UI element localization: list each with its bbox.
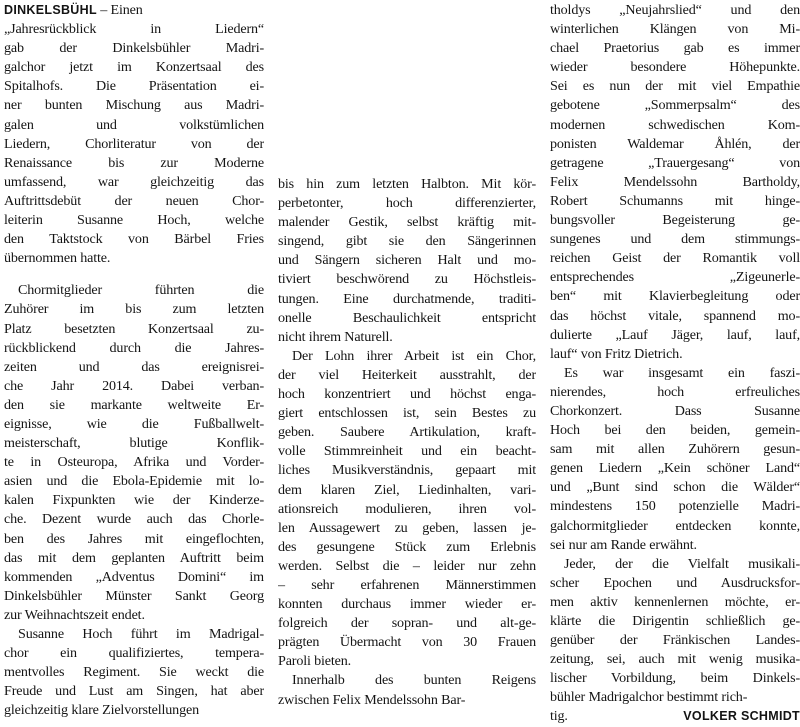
text-line: liches Musikverständnis, gepaart mit <box>278 462 536 479</box>
dateline: DINKELSBÜHL <box>4 3 97 17</box>
first-line-text: – Einen <box>96 2 143 18</box>
paragraph <box>278 175 536 347</box>
paragraph <box>278 671 536 709</box>
paragraph <box>4 625 264 720</box>
text-line: und Sängern sicheren Halt und mo- <box>278 252 536 269</box>
paragraph <box>550 364 800 555</box>
text-line: des gesungene Stück zum Erlebnis <box>278 538 536 555</box>
text-line: nicht ihrem Naturell. <box>278 328 393 345</box>
text-line: Freude und Lust am Singen, hat aber <box>4 683 264 700</box>
article-column-3 <box>550 1 800 727</box>
text-line: und „Bunt sind schon die Wälder“ <box>550 479 800 496</box>
text-line: wieder besondere Höhepunkte. <box>550 59 800 76</box>
text-line: folgreich der sopran- und alt-ge- <box>278 615 536 632</box>
text-line: tholdys „Neujahrslied“ und den <box>550 2 800 18</box>
text-line: Platz besetzten Konzertsaal zu- <box>4 320 264 337</box>
text-line: werden. Selbst die – leider nur zehn <box>278 557 536 574</box>
paragraph <box>4 281 264 625</box>
text-line: perbetonter, hoch differenzierter, <box>278 195 536 212</box>
text-line: malender Gestik, selbst kräftig mit- <box>278 214 536 231</box>
text-line: ben“ mit Klavierbegleitung oder <box>550 288 800 305</box>
text-line: zwischen Felix Mendelssohn Bar- <box>278 691 466 708</box>
text-line: winterlichen Klängen von Mi- <box>550 21 800 38</box>
text-line: che Jahr 2014. Dabei verban- <box>4 377 264 394</box>
text-line: dem klaren Ziel, Liedinhalten, vari- <box>278 481 536 498</box>
text-line: Es war insgesamt ein faszi- <box>564 364 800 381</box>
text-line: ner bunten Mischung aus Madri- <box>4 97 264 114</box>
text-line: sam mit allen Zuhörern gesun- <box>550 441 800 458</box>
text-line: Dinkelsbühler Münster Sankt Georg <box>4 587 264 604</box>
text-line: onelle Beschaulichkeit entspricht <box>278 309 536 326</box>
text-line: Innerhalb des bunten Reigens <box>292 672 536 689</box>
text-line: ponisten Waldemar Åhlén, der <box>550 135 800 152</box>
paragraph <box>550 555 800 708</box>
article-column-2 <box>278 175 536 710</box>
last-line <box>550 707 800 726</box>
text-line: nierendes, hoch erfreuliches <box>550 383 800 400</box>
text-line: meisterschaft, blutige Konflik- <box>4 435 264 452</box>
paragraph <box>550 1 800 364</box>
text-line: den sie markante weltweite Er- <box>4 396 264 413</box>
text-line: Paroli bieten. <box>278 653 352 670</box>
text-line: das mit dem geplanten Auftritt beim <box>4 549 264 566</box>
text-line: volle Stimmreinheit und ein beacht- <box>278 443 536 460</box>
text-line: gleichzeitig klare Zielvorstellungen <box>4 702 199 719</box>
text-line: Chorkonzert. Dass Susanne <box>550 402 800 419</box>
text-line: galchormitglieder entdecken konnte, <box>550 517 800 534</box>
text-line: men aktiv kennenlernen möchte, er- <box>550 593 800 610</box>
text-line: umfassend, war gleichzeitig das <box>4 173 264 190</box>
text-line: zeiten und das ereignisrei- <box>4 358 264 375</box>
text-line: leiterin Susanne Hoch, welche <box>4 212 264 229</box>
text-line: entsprechendes „Zigeunerle- <box>550 269 800 286</box>
text-line: mindestens 150 potenzielle Madri- <box>550 498 800 515</box>
text-line: Hoch bei den beiden, gemein- <box>550 422 800 439</box>
text-line: Renaissance bis zur Moderne <box>4 154 264 171</box>
text-line: chor ein qualifiziertes, tempera- <box>4 645 264 662</box>
text-line: bungsvoller Begeisterung ge- <box>550 212 800 229</box>
text-line: Sei es nun der mit viel Empathie <box>550 78 800 95</box>
text-line: – sehr erfahrenen Männerstimmen <box>278 576 536 593</box>
text-line: asien und die Ebola-Epidemie mit lo- <box>4 473 264 490</box>
text-line: tungen. Eine durchatmende, traditi- <box>278 290 536 307</box>
text-line: kalen Fixpunkten wie der Kinderze- <box>4 492 264 509</box>
text-line: Der Lohn ihrer Arbeit ist ein Chor, <box>292 347 536 364</box>
text-line: konnten durchaus immer wieder er- <box>278 596 536 613</box>
text-line: prägten Übermacht von 30 Frauen <box>278 634 536 651</box>
text-line: „Jahresrückblick in Liedern“ <box>4 21 264 38</box>
text-line: geben. Saubere Artikulation, kraft- <box>278 424 536 441</box>
paragraph <box>278 347 536 672</box>
text-line: Liedern, Chorliteratur von der <box>4 135 264 152</box>
text-line: singend, gibt sie den Sängerinnen <box>278 233 536 250</box>
text-line: ationsreich modulieren, ihren vol- <box>278 500 536 517</box>
text-line: che. Dezent wurde auch das Chorle- <box>4 511 264 528</box>
text-line: kommenden „Adventus Domini“ im <box>4 568 264 585</box>
text-line: genüber der Fränkischen Landes- <box>550 632 800 649</box>
text-line: chael Praetorius gab es immer <box>550 40 800 57</box>
text-line: sungenes und dem stimmungs- <box>550 231 800 248</box>
text-line: den Taktstock von Bärbel Fries <box>4 231 264 248</box>
text-line: der viel Heiterkeit ausstrahlt, der <box>278 366 536 383</box>
text-line: Chormitglieder führten die <box>18 282 264 299</box>
text-line: gebotene „Sommerpsalm“ des <box>550 97 800 114</box>
last-line-text: tig. <box>550 708 568 725</box>
text-line: hoch konzentriert und höchst enga- <box>278 386 536 403</box>
text-line: genen Liedern „Kein schöner Land“ <box>550 460 800 477</box>
text-line: galen und volkstümlichen <box>4 116 264 133</box>
text-line: Spitalhofs. Die Präsentation ei- <box>4 78 264 95</box>
text-line: len Aussagewert zu geben, lassen je- <box>278 519 536 536</box>
text-line: reichen Geist der Romantik voll <box>550 250 800 267</box>
paragraph <box>4 20 264 268</box>
text-line: sei nur am Rande erwähnt. <box>550 536 697 553</box>
text-line: übernommen hatte. <box>4 250 111 267</box>
text-line: Felix Mendelssohn Bartholdy, <box>550 173 800 190</box>
text-line: Zuhörer im bis zum letzten <box>4 301 264 318</box>
text-line: bis hin zum letzten Halbton. Mit kör- <box>278 176 536 192</box>
text-line: galchor jetzt im Konzertsaal des <box>4 59 264 76</box>
text-line: tiviert beschwörend zu Höchstleis- <box>278 271 536 288</box>
first-line <box>4 1 264 20</box>
text-line: te in Osteuropa, Afrika und Vorder- <box>4 454 264 471</box>
text-line: mentvolles Regiment. Sie weckt die <box>4 664 264 681</box>
text-line: das höchst vitale, spannend mo- <box>550 307 800 324</box>
text-line: lischer Vorbildung, beim Dinkels- <box>550 670 800 687</box>
text-line: scher Epochen und Ausdrucksfor- <box>550 574 800 591</box>
text-line: klärte die Dirigentin schließlich ge- <box>550 613 800 629</box>
text-line: zur Weihnachtszeit endet. <box>4 606 145 623</box>
text-line: giert entschlossen ist, sein Bestes zu <box>278 405 536 422</box>
text-line: Jeder, der die Vielfalt musikali- <box>564 555 800 572</box>
text-line: Susanne Hoch führt im Madrigal- <box>18 626 264 642</box>
article-column-1 <box>4 1 264 720</box>
text-line: Robert Schumanns mit hinge- <box>550 192 800 209</box>
text-line: rückblickend durch die Jahres- <box>4 339 264 356</box>
text-line: ben des Jahres mit eingeflochten, <box>4 530 264 547</box>
text-line: getragene „Trauergesang“ von <box>550 154 800 171</box>
text-line: gab der Dinkelsbühler Madri- <box>4 40 264 57</box>
text-line: eignisse, wie die Fußballwelt- <box>4 415 264 432</box>
text-line: bühler Madrigalchor bestimmt rich- <box>550 689 748 706</box>
text-line: lauf“ von Fritz Dietrich. <box>550 345 683 362</box>
author-byline: VOLKER SCHMIDT <box>683 709 800 724</box>
text-line: Auftrittsdebüt der neuen Chor- <box>4 192 264 209</box>
text-line: dulierte „Lauf Jäger, lauf, lauf, <box>550 326 800 343</box>
text-line: modernen schwedischen Kom- <box>550 116 800 133</box>
text-line: zeitung, sei, auch mit wenig musika- <box>550 651 800 668</box>
